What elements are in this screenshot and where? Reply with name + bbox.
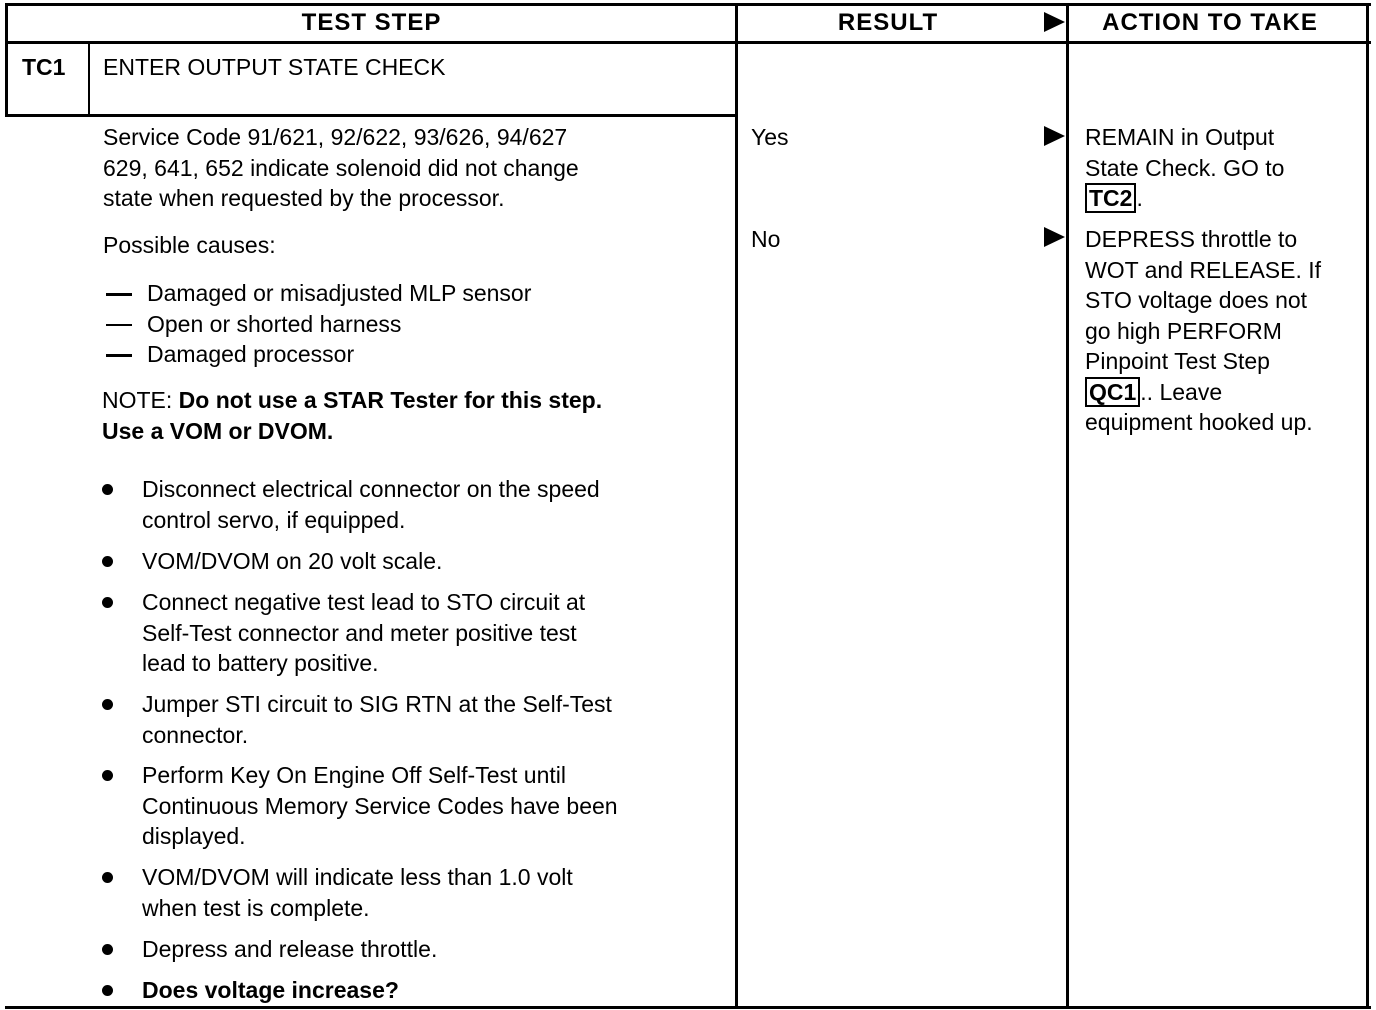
note-line-2: Use a VOM or DVOM.: [102, 417, 334, 444]
intro-line: state when requested by the processor.: [103, 185, 505, 211]
step-title-divider: [5, 114, 738, 117]
intro-line: 629, 641, 652 indicate solenoid did not change: [103, 154, 579, 181]
action-no: [1085, 224, 1365, 438]
bullet-line: connector.: [142, 721, 249, 748]
bullet-icon: [102, 484, 113, 495]
cause-item: [103, 339, 733, 370]
bullet-icon: [102, 699, 113, 710]
cause-item: [103, 278, 733, 309]
cause-text: Open or shorted harness: [147, 310, 402, 337]
action-line: go high PERFORM: [1085, 317, 1282, 344]
note-prefix: NOTE:: [102, 387, 173, 413]
note-line-1: Do not use a STAR Tester for this step.: [178, 387, 603, 413]
bullet-item: [100, 587, 730, 679]
header-result: RESULT: [837, 9, 939, 36]
bullet-item: [100, 760, 730, 852]
possible-causes-label: Possible causes:: [103, 232, 276, 258]
bullet-line: Connect negative test lead to STO circuit at: [142, 589, 586, 615]
action-line: State Check. GO to: [1085, 154, 1285, 181]
cause-text: Damaged processor: [147, 341, 355, 367]
dash-icon: [106, 293, 132, 296]
action-column-left-border: [1066, 3, 1069, 1009]
bullet-icon: [102, 944, 113, 955]
action-line: WOT and RELEASE. If: [1085, 256, 1322, 283]
bullet-line: when test is complete.: [142, 894, 370, 921]
action-line: DEPRESS throttle to: [1085, 226, 1298, 252]
ref-suffix: .. Leave: [1140, 378, 1223, 405]
action-line: REMAIN in Output: [1085, 124, 1275, 150]
bullet-line: displayed.: [142, 823, 246, 849]
bullet-icon: [102, 556, 113, 567]
note: [102, 385, 732, 446]
dash-icon: [106, 354, 132, 357]
bullet-icon: [102, 770, 113, 781]
header-arrow-icon: [1044, 12, 1065, 32]
action-line: equipment hooked up.: [1085, 409, 1313, 435]
bullet-icon: [102, 872, 113, 883]
action-line: Pinpoint Test Step: [1085, 348, 1270, 374]
bullet-line: lead to battery positive.: [142, 650, 379, 676]
step-ref-tc2[interactable]: TC2: [1085, 183, 1136, 213]
bullet-item: [100, 546, 730, 577]
intro-text: [103, 122, 733, 214]
result-yes-arrow-icon: [1044, 126, 1065, 146]
cause-item: [103, 309, 733, 340]
bullet-line: Perform Key On Engine Off Self-Test until: [142, 762, 566, 788]
bullet-line: control servo, if equipped.: [142, 506, 406, 533]
bullet-line: Jumper STI circuit to SIG RTN at the Self-Test: [142, 691, 612, 717]
action-line: STO voltage does not: [1085, 287, 1308, 313]
bullet-line: Continuous Memory Service Codes have been: [142, 792, 618, 819]
bullet-icon: [102, 597, 113, 608]
bullet-line: Depress and release throttle.: [142, 936, 438, 962]
bullet-item: [100, 862, 730, 923]
result-column-left-border: [735, 3, 738, 1009]
step-id: TC1: [22, 54, 66, 80]
ref-suffix: .: [1136, 185, 1143, 211]
result-yes: Yes: [751, 124, 789, 150]
bullet-line: Disconnect electrical connector on the speed: [142, 476, 600, 502]
bullet-line: Self-Test connector and meter positive test: [142, 619, 577, 646]
header-divider: [5, 41, 1371, 44]
bullet-icon: [102, 985, 113, 996]
action-yes: [1085, 122, 1365, 214]
result-no: No: [751, 226, 781, 252]
header-test-step: TEST STEP: [301, 9, 442, 36]
result-no-arrow-icon: [1044, 227, 1065, 247]
bullet-item: [100, 474, 730, 535]
cause-text: Damaged or misadjusted MLP sensor: [147, 280, 532, 306]
bullet-item: [100, 689, 730, 750]
dash-icon: [106, 324, 132, 326]
header-action: ACTION TO TAKE: [1102, 9, 1318, 36]
top-border: [5, 3, 1371, 6]
causes-list: [103, 278, 733, 370]
bullet-line: VOM/DVOM will indicate less than 1.0 volt: [142, 864, 573, 890]
intro-line: Service Code 91/621, 92/622, 93/626, 94/627: [103, 124, 568, 150]
right-border: [1366, 3, 1369, 1009]
bullet-line: VOM/DVOM on 20 volt scale.: [142, 548, 443, 574]
bullet-line: Does voltage increase?: [142, 977, 399, 1003]
id-column-divider: [88, 41, 90, 117]
bottom-border: [5, 1006, 1371, 1009]
bullet-item: [100, 934, 730, 965]
step-ref-qc1[interactable]: QC1: [1085, 377, 1140, 407]
step-title: ENTER OUTPUT STATE CHECK: [103, 54, 446, 80]
bullet-item-question: [100, 975, 730, 1006]
